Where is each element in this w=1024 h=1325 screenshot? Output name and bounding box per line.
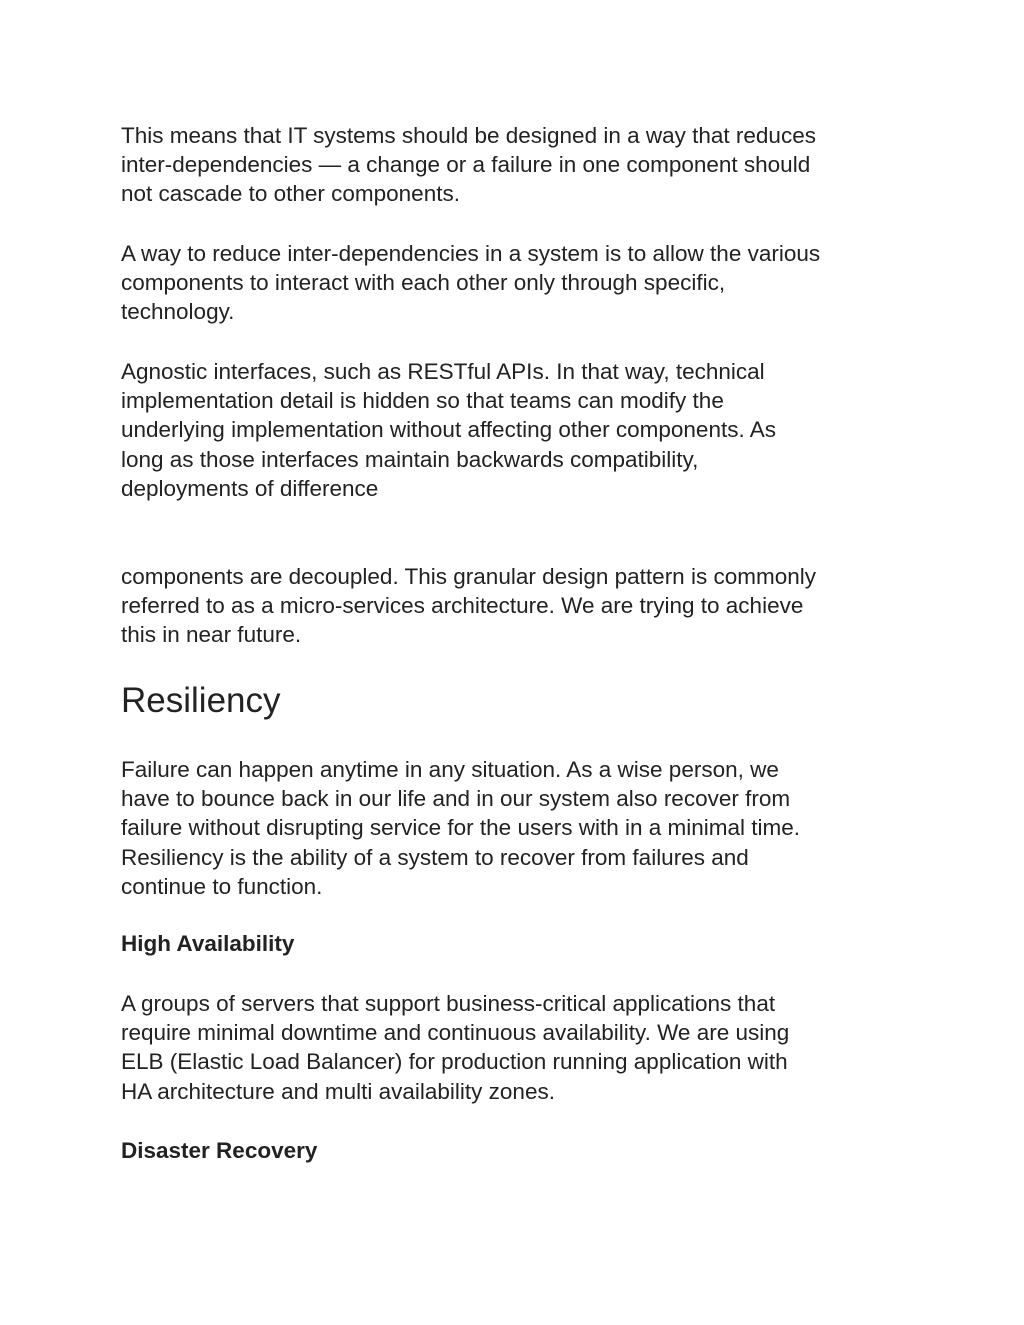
heading-high-availability: High Availability [121, 931, 295, 956]
heading-disaster-recovery: Disaster Recovery [121, 1138, 318, 1163]
paragraph-resiliency: Failure can happen anytime in any situation. As a wise person, we have to bounce back in our life and in our system also recover from failure without disrupting service for the users with in a minimal time. Resiliency is the ability of a system to recover from failures and continue to function. [121, 757, 801, 899]
paragraph-microservices: components are decoupled. This granular design pattern is commonly referred to as a micro-services architecture. We are trying to achieve this in near future. [121, 564, 816, 648]
paragraph-reduce-dependencies: A way to reduce inter-dependencies in a system is to allow the various components to interact with each other only through specific, technology. [121, 241, 821, 325]
heading-resiliency: Resiliency [121, 681, 281, 720]
paragraph-high-availability: A groups of servers that support business-critical applications that require minimal downtime and continuous availability. We are using ELB (Elastic Load Balancer) for production running application with HA architecture and multi availability zones. [121, 991, 790, 1104]
paragraph-agnostic-interfaces: Agnostic interfaces, such as RESTful APIs. In that way, technical implementation detail is hidden so that teams can modify the underlying implementation without affecting other components. As long as those interfaces maintain backwards compatibility, deployments of difference [121, 359, 776, 501]
paragraph-decoupling-intro: This means that IT systems should be designed in a way that reduces inter-dependencies — a change or a failure in one component should not cascade to other components. [121, 123, 816, 207]
